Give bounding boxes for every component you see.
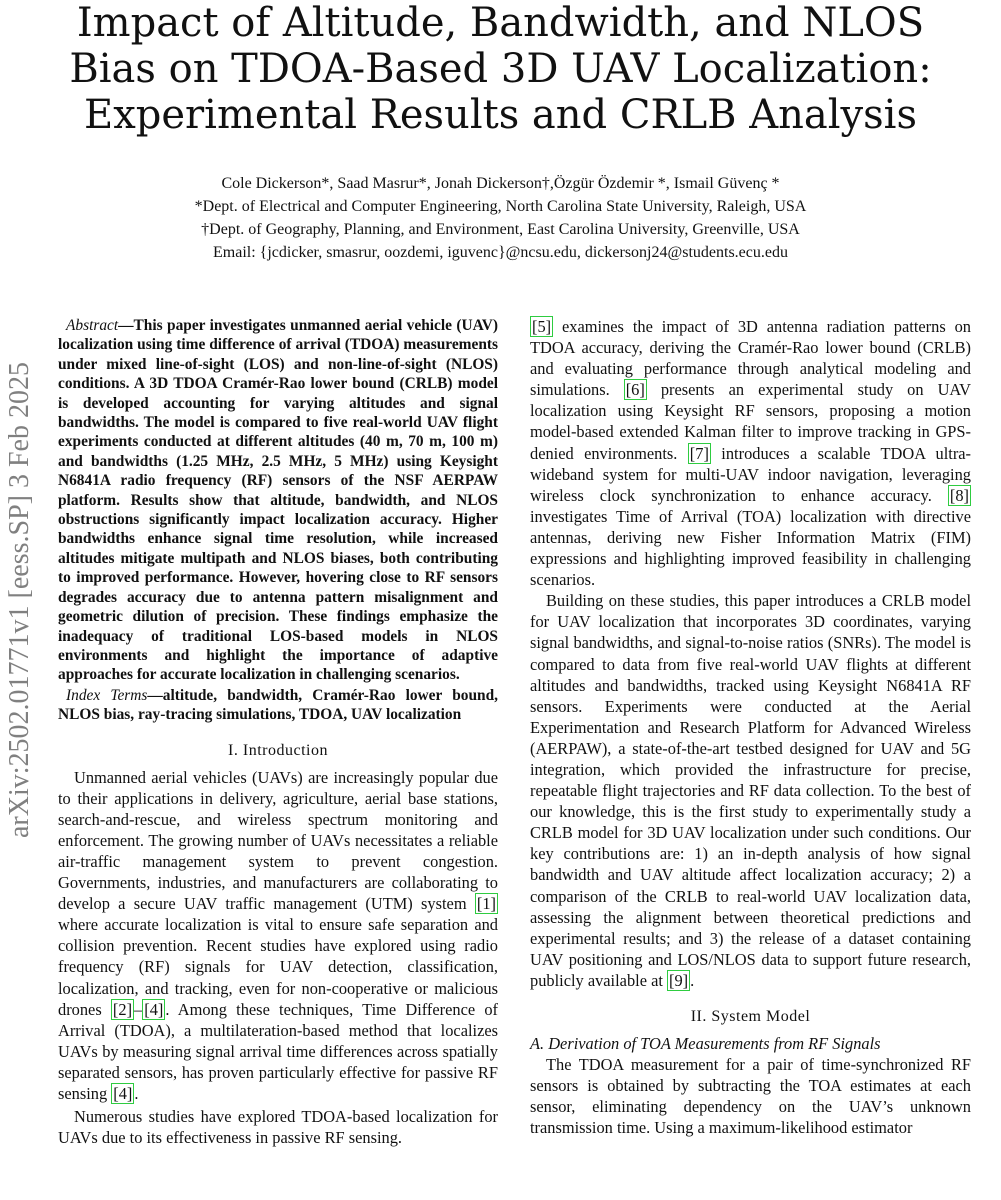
author-email: Email: {jcdicker, smasrur, oozdemi, iguvenc}@ncsu.edu, dickersonj24@students.ecu.edu xyxy=(213,244,788,261)
citation-link[interactable]: [9] xyxy=(669,970,689,990)
author-block xyxy=(0,172,1001,264)
citation-link[interactable]: [7] xyxy=(689,443,709,463)
intro-paragraph-2-cont: [5] examines the impact of 3D antenna radiation patterns on TDOA accuracy, deriving the Cramér-Rao lower bound (CRLB) and evaluating performance through analytical modeling and simulations. [6] presents an experimental study on UAV localization using Keysight RF sensors, proposing a motion model-based extended Kalman filter to improve tracking in GPS-denied environments. [7] introduces a scalable TDOA ultra-wideband system for multi-UAV indoor navigation, leveraging wireless clock synchronization to enhance accuracy. [8] investigates Time of Arrival (TOA) localization with directive antennas, deriving new Fisher Information Matrix (FIM) expressions and highlighting improved feasibility in challenging scenarios. xyxy=(530,317,972,590)
affiliation-1: *Dept. of Electrical and Computer Engineering, North Carolina State University, Raleigh, USA xyxy=(194,198,807,215)
intro-paragraph-2-start: Numerous studies have explored TDOA-based localization for UAVs due to its effectiveness in passive RF sensing. xyxy=(58,1107,498,1148)
citation-link[interactable]: [4] xyxy=(144,999,164,1019)
system-model-paragraph-1: The TDOA measurement for a pair of time-synchronized RF sensors is obtained by subtracting the TOA estimates at each sensor, eliminating dependency on the UAV’s unknown transmission time. Using a maximum-likelihood estimator xyxy=(530,1055,971,1138)
citation-link[interactable]: [4] xyxy=(113,1084,133,1104)
left-column xyxy=(58,316,498,1148)
arxiv-identifier: arXiv:2502.01771v1 [eess.SP] 3 Feb 2025 xyxy=(4,362,35,838)
abstract xyxy=(58,316,498,685)
subsection-heading: A. Derivation of TOA Measurements from RF Signals xyxy=(530,1034,881,1054)
index-terms xyxy=(58,686,498,725)
citation-link[interactable]: [2] xyxy=(112,999,133,1019)
abstract-text: —This paper investigates unmanned aerial vehicle (UAV) localization using time difference of arrival (TDOA) measurements under mixed line-of-sight (LOS) and non-line-of-sight (NLOS) conditions. A 3D TDOA Cramér-Rao lower bound (CRLB) model is developed accounting for varying altitudes and signal bandwidths. The model is compared to five real-world UAV flight experiments conducted at different altitudes (40 m, 70 m, 100 m) and bandwidths (1.25 MHz, 2.5 MHz, 5 MHz) using Keysight N6841A radio frequency (RF) sensors of the NSF AERPAW platform. Results show that altitude, bandwidth, and NLOS obstructions significantly impact localization accuracy. Higher bandwidths enhance signal time resolution, while increased altitudes mitigate multipath and NLOS biases, both contributing to improved performance. However, hovering close to RF sensors degrades accuracy due to antenna pattern misalignment and geometric dilution of precision. These findings emphasize the inadequacy of traditional LOS-based models in NLOS environments and highlight the importance of adaptive approaches for accurate localization in challenging scenarios. xyxy=(58,317,498,684)
citation-link[interactable]: [1] xyxy=(476,894,496,914)
author-names: Cole Dickerson*, Saad Masrur*, Jonah Dickerson†,Özgür Özdemir *, Ismail Güvenç * xyxy=(221,175,780,192)
intro-paragraph-3: Building on these studies, this paper introduces a CRLB model for UAV localization that incorporates 3D coordinates, varying signal bandwidths, and signal-to-noise ratios (SNRs). The model is compared to data from five real-world UAV flights at different altitudes and bandwidths, tracked using Keysight N6841A RF sensors. Experiments were conducted at the Aerial Experimentation and Research Platform for Advanced Wireless (AERPAW), a state-of-the-art testbed designed for UAV and 5G integration, which provided the infrastructure for precise, repeatable flight trajectories and RF data collection. To the best of our knowledge, this is the first study to experimentally study a CRLB model for 3D UAV localization under such conditions. Our key contributions are: 1) an in-depth analysis of how signal bandwidth and UAV altitude affect localization accuracy; 2) a comparison of the CRLB to real-world UAV localization data, assessing the alignment between theoretical predictions and experimental results; and 3) the release of a dataset containing UAV positioning and LOS/NLOS data to support future research, publicly available at [9] . xyxy=(530,591,971,990)
arxiv-sidebar xyxy=(0,292,40,907)
section-heading-system-model: II. System Model xyxy=(690,1008,811,1025)
citation-link[interactable]: [5] xyxy=(532,317,552,336)
intro-paragraph-1: Unmanned aerial vehicles (UAVs) are increasingly popular due to their applications in delivery, agriculture, aerial base stations, search-and-rescue, and wireless spectrum monitoring and enforcement. The growing number of UAVs necessitates a reliable air-traffic management system to prevent congestion. Governments, industries, and manufacturers are collaborating to develop a secure UAV traffic management (UTM) system [1] where accurate localization is vital to ensure safe separation and collision prevention. Recent studies have explored using radio frequency (RF) signals for UAV detection, classification, localization, and tracking, even for non-cooperative or malicious drones [2] – [4] . Among these techniques, Time Difference of Arrival (TDOA), a multilateration-based method that localizes UAVs by measuring signal arrival time differences across spatially separated sensors, has proven particularly effective for passive RF sensing [4] . xyxy=(58,767,499,1104)
index-terms-lead: Index Terms xyxy=(66,686,148,704)
affiliation-2: †Dept. of Geography, Planning, and Environment, East Carolina University, Greenville, USA xyxy=(201,221,800,238)
paper-title: Impact of Altitude, Bandwidth, and NLOS Bias on TDOA-Based 3D UAV Localization: Experimental Results and CRLB Analysis xyxy=(69,0,932,138)
abstract-lead: Abstract xyxy=(66,317,119,334)
citation-link[interactable]: [6] xyxy=(625,380,645,400)
index-terms-text: —altitude, bandwidth, Cramér-Rao lower bound, NLOS bias, ray-tracing simulations, TDOA, UAV localization xyxy=(58,686,498,724)
citation-link[interactable]: [8] xyxy=(949,485,969,505)
right-column xyxy=(530,316,971,1139)
section-heading-introduction: I. Introduction xyxy=(228,741,328,759)
